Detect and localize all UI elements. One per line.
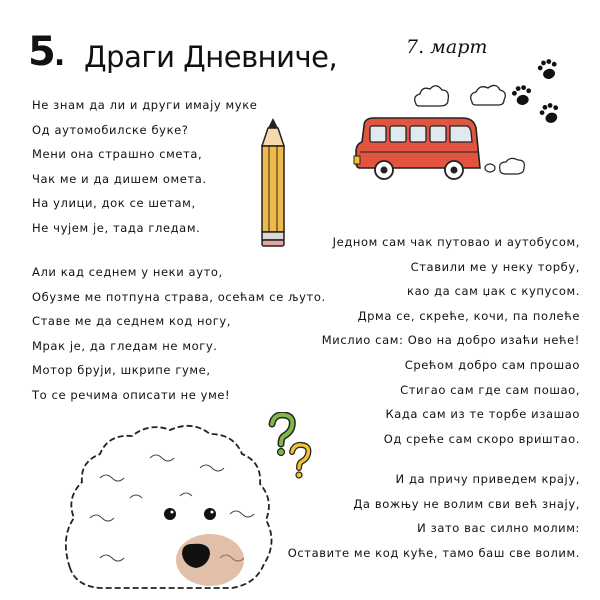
verse-line: Обузме ме потпуна страва, осећам се љуто.: [32, 289, 326, 304]
date-heading: 7. март: [406, 36, 488, 58]
verse-line: Ставили ме у неку торбу,: [410, 259, 580, 274]
verse-line: Срећом добро сам прошао: [404, 357, 580, 372]
right-stanza-2: [288, 467, 580, 565]
verse-line: Не чујем је, тада гледам.: [32, 220, 201, 235]
right-stanza-1: [322, 230, 580, 451]
page-number-dot: .: [53, 38, 64, 73]
verse-line: Мислио сам: Ово на добро изаћи неће!: [321, 333, 580, 348]
verse-line: Од среће сам скоро вриштао.: [383, 431, 580, 446]
page-title: Драги Дневниче,: [84, 40, 338, 74]
verse-line: Чак ме и да дишем омета.: [32, 171, 207, 186]
verse-line: Мени она страшно смета,: [32, 147, 203, 162]
left-stanza-1: [32, 93, 257, 241]
verse-line: И зато вас силно молим:: [417, 521, 580, 536]
verse-line: Оставите ме код куће, тамо баш све волим.: [287, 545, 580, 560]
verse-line: То се речима описати не уме!: [32, 387, 231, 402]
verse-line: Једном сам чак путовао и аутобусом,: [332, 235, 580, 249]
verse-line: као да сам џак с купусом.: [407, 284, 580, 299]
verse-line: Али кад седнем у неки ауто,: [32, 265, 223, 279]
pencil-icon: [258, 116, 288, 248]
left-stanza-2: [32, 260, 326, 408]
verse-line: Не знам да ли и други имају муке: [32, 98, 258, 112]
page-number-value: 5: [28, 29, 54, 75]
verse-line: Да вожњу не волим сви већ знају,: [353, 496, 580, 511]
page-number: [28, 29, 64, 76]
verse-line: Мрак је, да гледам не могу.: [32, 338, 218, 353]
verse-line: Када сам из те торбе изашао: [385, 407, 580, 422]
cloud-icon: [410, 78, 520, 112]
verse-line: Од аутомобилске буке?: [32, 122, 189, 137]
verse-line: Мотор бруји, шкрипе гуме,: [32, 363, 211, 378]
verse-line: Дрма се, скреће, кочи, па полеће: [357, 308, 580, 323]
verse-line: Стигао сам где сам пошао,: [400, 382, 580, 397]
verse-line: И да причу приведем крају,: [395, 472, 580, 486]
dog-face-icon: [60, 418, 280, 596]
verse-line: На улици, док се шетам,: [32, 196, 196, 211]
bus-icon: [350, 112, 530, 192]
verse-line: Ставе ме да седнем код ногу,: [32, 314, 232, 329]
